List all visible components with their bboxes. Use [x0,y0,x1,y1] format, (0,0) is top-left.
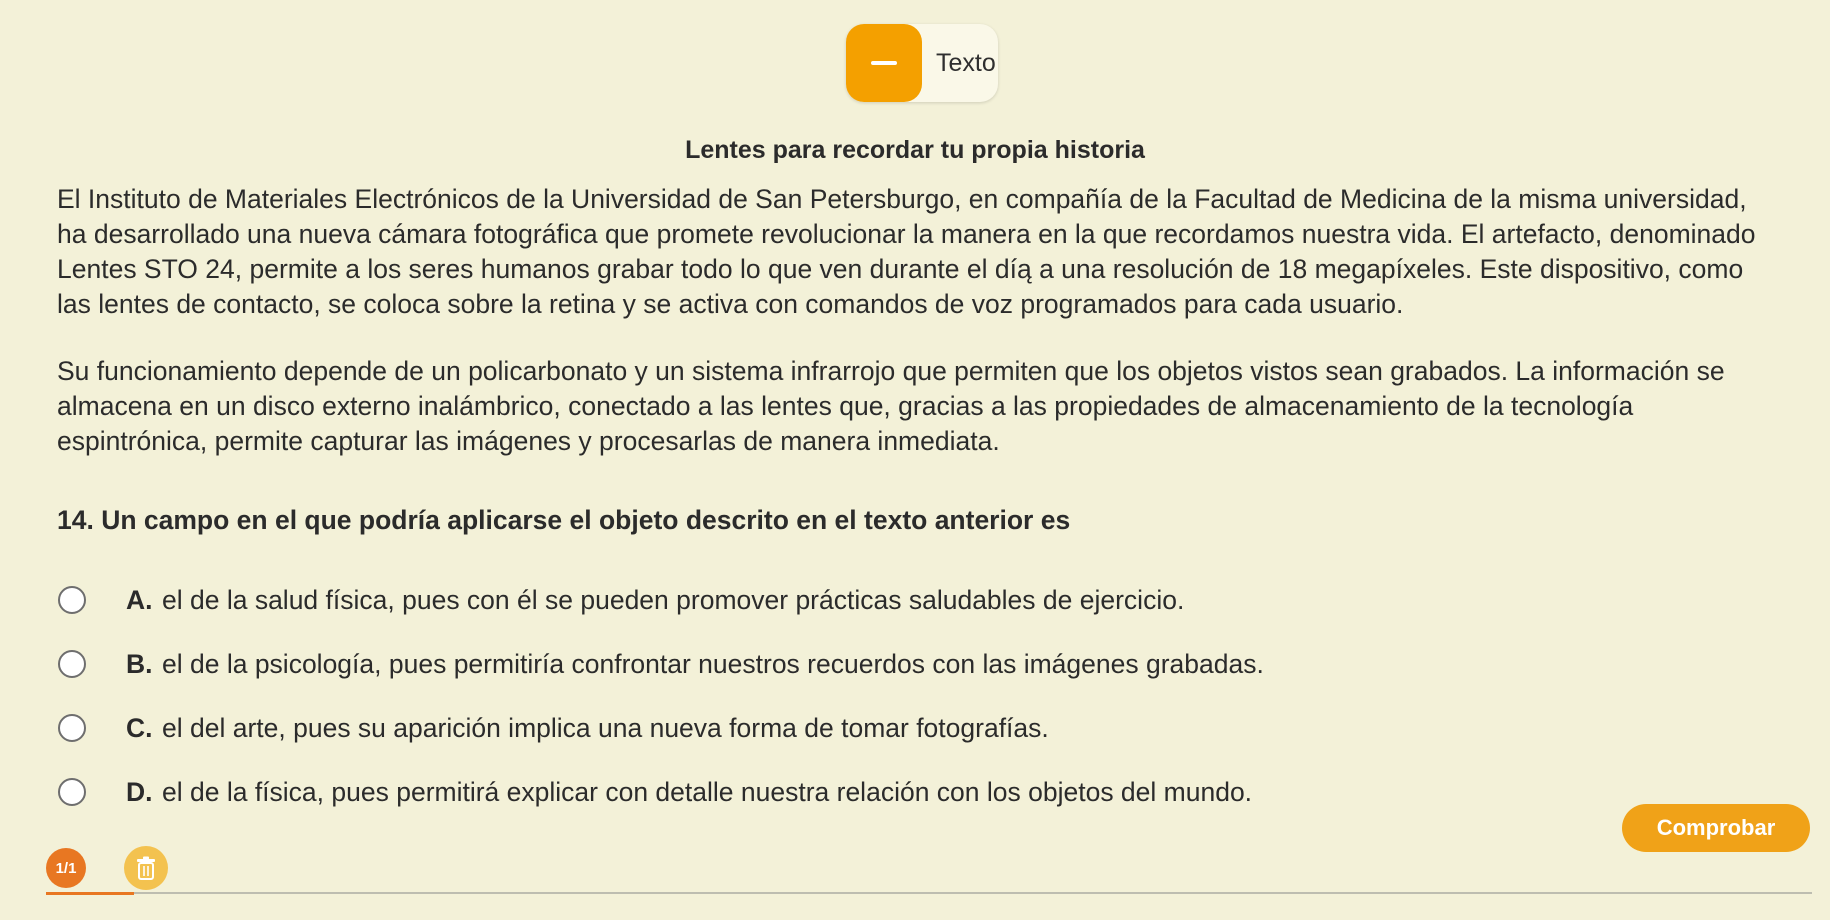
collapse-text-button[interactable] [846,24,922,102]
text-toggle[interactable] [846,24,998,102]
progress-track [46,892,1812,894]
option-c[interactable] [58,706,1049,750]
option-c-letter: C. [126,712,153,743]
option-a[interactable] [58,578,1184,622]
option-b-text: el de la psicología, pues permitiría confrontar nuestros recuerdos con las imágenes grabadas. [162,648,1264,679]
reading-paragraph-1: El Instituto de Materiales Electrónicos de la Universidad de San Petersburgo, en compañía de la Facultad de Medicina de la misma universidad, ha desarrollado una nueva cámara fotográfica que promete revolucionar la manera en la que recordamos nuestra vida. El artefacto, denominado Lentes STO 24, permite a los seres humanos grabar todo lo que ven durante el díą a una resolución de 18 megapíxeles. Este dispositivo, como las lentes de contacto, se coloca sobre la retina y se activa con comandos de voz programados para cada usuario. [57,184,1756,319]
trash-icon [135,856,157,880]
option-b[interactable] [58,642,1264,686]
option-d-text: el de la física, pues permitirá explicar con detalle nuestra relación con los objetos del mundo. [162,776,1253,807]
option-a-letter: A. [126,584,153,615]
option-a-text: el de la salud física, pues con él se pueden promover prácticas saludables de ejercicio. [162,584,1185,615]
progress-fill [46,892,134,895]
delete-button[interactable] [124,846,168,890]
option-c-radio[interactable] [58,714,86,742]
option-d[interactable] [58,770,1252,814]
text-toggle-label: Texto [936,48,996,77]
option-a-radio[interactable] [58,586,86,614]
option-b-letter: B. [126,648,153,679]
option-d-letter: D. [126,776,153,807]
question-text: 14. Un campo en el que podría aplicarse el objeto descrito en el texto anterior es [57,505,1071,535]
option-d-radio[interactable] [58,778,86,806]
reading-paragraph-2: Su funcionamiento depende de un policarbonato y un sistema infrarrojo que permiten que los objetos vistos sean grabados. La información se almacena en un disco externo inalámbrico, conectado a las lentes que, gracias a las propiedades de almacenamiento de la tecnología espintrónica, permite capturar las imágenes y procesarlas de manera inmediata. [57,356,1725,456]
reading-title: Lentes para recordar tu propia historia [685,136,1145,164]
option-c-text: el del arte, pues su aparición implica una nueva forma de tomar fotografías. [162,712,1049,743]
option-b-radio[interactable] [58,650,86,678]
minus-icon [871,61,897,65]
check-button[interactable]: Comprobar [1622,804,1810,852]
page-indicator-badge: 1/1 [46,848,86,888]
